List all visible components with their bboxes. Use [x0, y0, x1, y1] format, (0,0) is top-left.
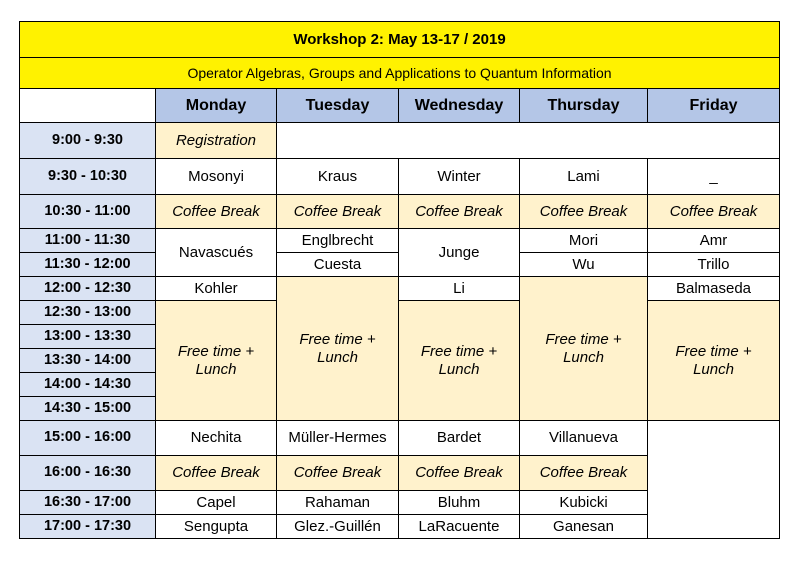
coffee-break-cell: Coffee Break — [399, 195, 520, 229]
time-slot: 17:00 - 17:30 — [20, 515, 156, 539]
speaker-cell: Junge — [399, 229, 520, 277]
speaker-cell: Glez.-Guillén — [277, 515, 399, 539]
day-header-thursday: Thursday — [520, 89, 648, 123]
speaker-cell: Nechita — [156, 421, 277, 456]
speaker-cell: Trillo — [648, 253, 780, 277]
speaker-cell: Kohler — [156, 277, 277, 301]
coffee-break-cell: Coffee Break — [399, 456, 520, 491]
speaker-cell: LaRacuente — [399, 515, 520, 539]
time-slot: 12:30 - 13:00 — [20, 301, 156, 325]
coffee-break-cell: Coffee Break — [277, 456, 399, 491]
speaker-cell: Cuesta — [277, 253, 399, 277]
speaker-cell: Bluhm — [399, 491, 520, 515]
speaker-cell: Navascués — [156, 229, 277, 277]
coffee-break-cell: Coffee Break — [156, 456, 277, 491]
speaker-cell: Villanueva — [520, 421, 648, 456]
coffee-break-cell: Coffee Break — [520, 195, 648, 229]
empty-area — [277, 123, 780, 159]
speaker-cell: Lami — [520, 159, 648, 195]
speaker-cell: Balmaseda — [648, 277, 780, 301]
speaker-cell: Englbrecht — [277, 229, 399, 253]
time-slot: 16:00 - 16:30 — [20, 456, 156, 491]
time-slot: 10:30 - 11:00 — [20, 195, 156, 229]
speaker-cell: Kraus — [277, 159, 399, 195]
time-slot: 11:30 - 12:00 — [20, 253, 156, 277]
time-slot: 13:00 - 13:30 — [20, 325, 156, 349]
free-time-lunch-cell: Free time + Lunch — [156, 301, 277, 421]
speaker-cell: Sengupta — [156, 515, 277, 539]
free-time-lunch-cell: Free time + Lunch — [277, 277, 399, 421]
day-header-wednesday: Wednesday — [399, 89, 520, 123]
time-slot: 9:30 - 10:30 — [20, 159, 156, 195]
speaker-cell: Amr — [648, 229, 780, 253]
day-header-tuesday: Tuesday — [277, 89, 399, 123]
coffee-break-cell: Coffee Break — [520, 456, 648, 491]
schedule-table — [19, 21, 780, 539]
time-slot: 15:00 - 16:00 — [20, 421, 156, 456]
speaker-cell: Müller-Hermes — [277, 421, 399, 456]
empty-area — [648, 421, 780, 539]
time-slot: 13:30 - 14:00 — [20, 349, 156, 373]
registration-cell: Registration — [156, 123, 277, 159]
speaker-cell: Kubicki — [520, 491, 648, 515]
time-slot: 16:30 - 17:00 — [20, 491, 156, 515]
time-slot: 12:00 - 12:30 — [20, 277, 156, 301]
speaker-cell: Rahaman — [277, 491, 399, 515]
header-corner — [20, 89, 156, 123]
time-slot: 11:00 - 11:30 — [20, 229, 156, 253]
free-time-lunch-cell: Free time + Lunch — [520, 277, 648, 421]
time-slot: 14:30 - 15:00 — [20, 397, 156, 421]
speaker-cell: Winter — [399, 159, 520, 195]
free-time-lunch-cell: Free time + Lunch — [399, 301, 520, 421]
coffee-break-cell: Coffee Break — [156, 195, 277, 229]
schedule-title: Workshop 2: May 13-17 / 2019 — [20, 22, 780, 58]
time-slot: 14:00 - 14:30 — [20, 373, 156, 397]
free-time-lunch-cell: Free time + Lunch — [648, 301, 780, 421]
time-slot: 9:00 - 9:30 — [20, 123, 156, 159]
speaker-cell: Mosonyi — [156, 159, 277, 195]
coffee-break-cell: Coffee Break — [648, 195, 780, 229]
day-header-monday: Monday — [156, 89, 277, 123]
speaker-cell: Bardet — [399, 421, 520, 456]
schedule-subtitle: Operator Algebras, Groups and Applications to Quantum Information — [20, 58, 780, 89]
coffee-break-cell: Coffee Break — [277, 195, 399, 229]
speaker-cell: Li — [399, 277, 520, 301]
speaker-cell: Capel — [156, 491, 277, 515]
day-header-friday: Friday — [648, 89, 780, 123]
speaker-cell: _ — [648, 159, 780, 195]
speaker-cell: Wu — [520, 253, 648, 277]
speaker-cell: Mori — [520, 229, 648, 253]
speaker-cell: Ganesan — [520, 515, 648, 539]
